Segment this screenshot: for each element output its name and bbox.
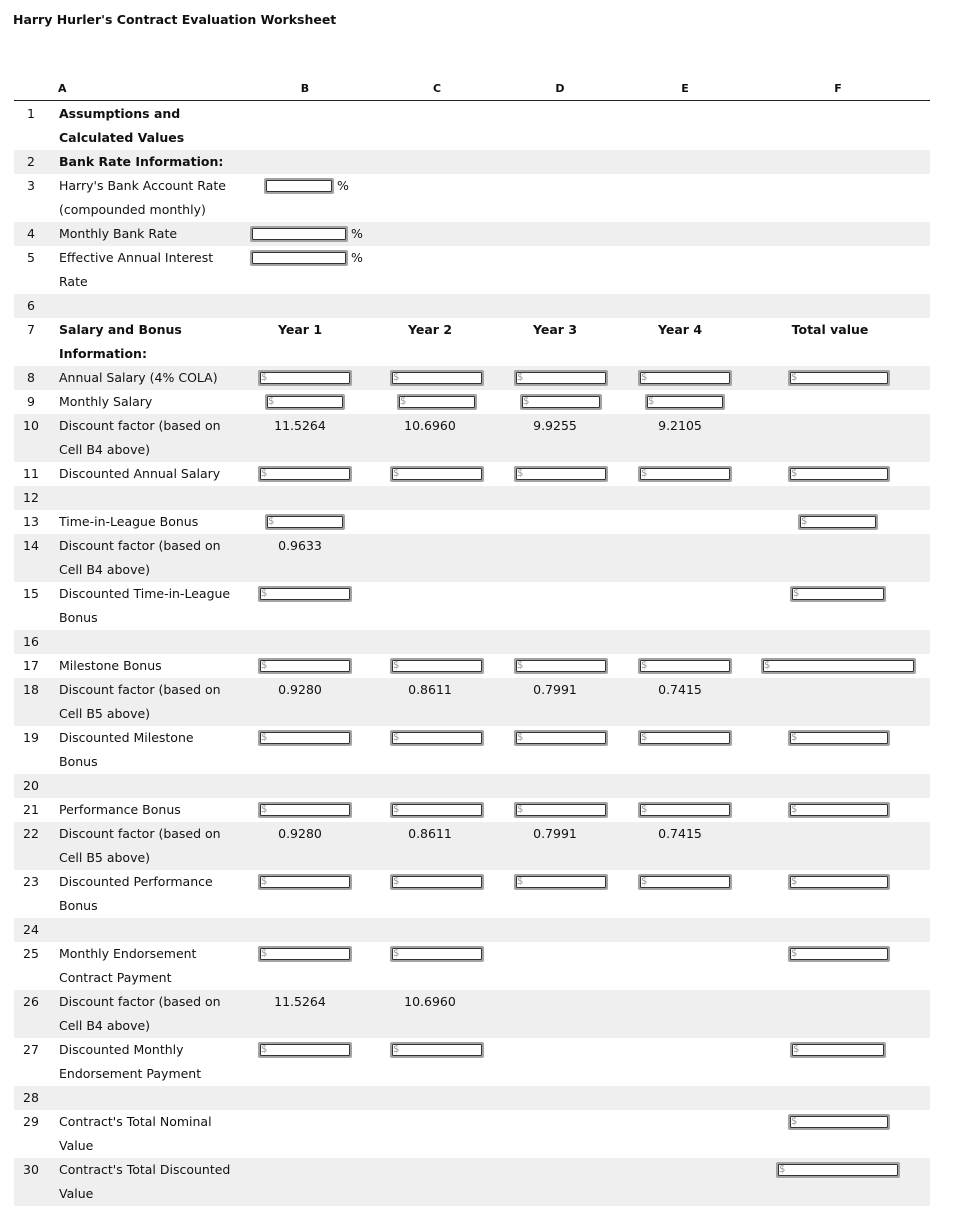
- dollar-sign-icon: $: [261, 660, 268, 671]
- dollar-sign-icon: $: [791, 1116, 798, 1127]
- dollar-sign-icon: $: [261, 732, 268, 743]
- dollar-sign-icon: $: [791, 948, 798, 959]
- sheet-row-5: [14, 246, 930, 294]
- row-label-26: [59, 990, 234, 1038]
- dollar-sign-icon: $: [393, 372, 400, 383]
- currency-input[interactable]: [258, 946, 352, 962]
- dollar-sign-icon: $: [793, 1044, 800, 1055]
- currency-input[interactable]: [390, 874, 484, 890]
- row-label-line: Cell B5 above): [59, 850, 151, 865]
- row-label-line: Value: [59, 1138, 94, 1153]
- sheet-row-23: [14, 870, 930, 918]
- discount-factor-c: 10.6960: [404, 418, 456, 433]
- currency-input[interactable]: [514, 874, 608, 890]
- discount-factor-c: 0.8611: [408, 826, 452, 841]
- row-label-line: Bonus: [59, 898, 98, 913]
- row-number: 22: [23, 826, 39, 841]
- row-label-line: Bonus: [59, 610, 98, 625]
- row-label-30: [59, 1158, 234, 1206]
- sheet-row-13: [14, 510, 930, 534]
- dollar-sign-icon: $: [393, 660, 400, 671]
- row-label-4: Monthly Bank Rate: [59, 226, 178, 241]
- dollar-sign-icon: $: [641, 660, 648, 671]
- currency-input[interactable]: [390, 946, 484, 962]
- row-label-line: Cell B4 above): [59, 442, 151, 457]
- currency-input[interactable]: [520, 394, 602, 410]
- discount-factor-c: 0.8611: [408, 682, 452, 697]
- currency-input[interactable]: [638, 658, 732, 674]
- row-label-line: Endorsement Payment: [59, 1066, 202, 1081]
- row-label-line: Effective Annual Interest: [59, 250, 214, 265]
- row-label-10: [59, 414, 234, 462]
- row-number: 11: [23, 466, 39, 481]
- row-label-line: Cell B4 above): [59, 1018, 151, 1033]
- sheet-row-21: [14, 798, 930, 822]
- row-label-line: Harry's Bank Account Rate: [59, 178, 226, 193]
- dollar-sign-icon: $: [261, 468, 268, 479]
- currency-input[interactable]: [788, 730, 890, 746]
- sheet-row-12: [14, 486, 930, 510]
- row-label-2: Bank Rate Information:: [59, 154, 224, 169]
- row-label-line: Bonus: [59, 754, 98, 769]
- row-label-line: Discounted Monthly: [59, 1042, 184, 1057]
- row-label-line: Contract's Total Nominal: [59, 1114, 212, 1129]
- sheet-row-27: [14, 1038, 930, 1086]
- row-number: 18: [23, 682, 39, 697]
- year-header-5: Total value: [791, 322, 869, 337]
- sheet-row-7: [14, 318, 930, 366]
- currency-input[interactable]: [265, 394, 345, 410]
- discount-factor-e: 0.7415: [658, 826, 702, 841]
- row-number: 4: [27, 226, 35, 241]
- column-header-d: D: [555, 82, 565, 95]
- sheet-row-4: [14, 222, 930, 246]
- currency-input[interactable]: [788, 802, 890, 818]
- row-label-line: Discounted Performance: [59, 874, 213, 889]
- dollar-sign-icon: $: [791, 468, 798, 479]
- discount-factor-b: 0.9633: [278, 538, 322, 553]
- sheet-row-30: [14, 1158, 930, 1206]
- discount-factor-e: 9.2105: [658, 418, 702, 433]
- sheet-row-9: [14, 390, 930, 414]
- dollar-sign-icon: $: [517, 660, 524, 671]
- currency-input[interactable]: [788, 874, 890, 890]
- column-header-e: E: [681, 82, 689, 95]
- currency-input[interactable]: [514, 370, 608, 386]
- row-label-3: [59, 174, 234, 222]
- row-label-1: [59, 102, 234, 150]
- currency-input[interactable]: [258, 658, 352, 674]
- row-number: 12: [23, 490, 39, 505]
- row-label-25: [59, 942, 234, 990]
- dollar-sign-icon: $: [517, 372, 524, 383]
- row-number: 27: [23, 1042, 39, 1057]
- currency-input[interactable]: [788, 946, 890, 962]
- row-number: 14: [23, 538, 39, 553]
- currency-input[interactable]: [638, 466, 732, 482]
- row-label-line: Discount factor (based on: [59, 538, 221, 553]
- header-divider: [14, 100, 930, 101]
- currency-input[interactable]: [265, 514, 345, 530]
- discount-factor-d: 0.7991: [533, 826, 577, 841]
- sheet-row-14: [14, 534, 930, 582]
- row-number: 16: [23, 634, 39, 649]
- currency-input[interactable]: [514, 730, 608, 746]
- column-header-f: F: [834, 82, 842, 95]
- sheet-row-28: [14, 1086, 930, 1110]
- currency-input[interactable]: [638, 874, 732, 890]
- dollar-sign-icon: $: [779, 1164, 786, 1175]
- currency-input[interactable]: [638, 370, 732, 386]
- discount-factor-b: 0.9280: [278, 682, 322, 697]
- currency-input[interactable]: [790, 586, 886, 602]
- dollar-sign-icon: $: [517, 876, 524, 887]
- dollar-sign-icon: $: [791, 732, 798, 743]
- sheet-row-17: [14, 654, 930, 678]
- row-label-line: Monthly Endorsement: [59, 946, 197, 961]
- row-label-7: [59, 318, 234, 366]
- discount-factor-e: 0.7415: [658, 682, 702, 697]
- percent-sign: %: [351, 250, 363, 265]
- row-number: 26: [23, 994, 39, 1009]
- dollar-sign-icon: $: [393, 1044, 400, 1055]
- currency-input[interactable]: [390, 370, 484, 386]
- dollar-sign-icon: $: [400, 396, 407, 407]
- currency-input[interactable]: [790, 1042, 886, 1058]
- currency-input[interactable]: [761, 658, 916, 674]
- row-label-9: Monthly Salary: [59, 394, 153, 409]
- row-label-line: Value: [59, 1186, 94, 1201]
- row-label-23: [59, 870, 234, 918]
- sheet-row-3: [14, 174, 930, 222]
- dollar-sign-icon: $: [641, 876, 648, 887]
- row-number: 30: [23, 1162, 39, 1177]
- column-header-c: C: [432, 82, 442, 95]
- dollar-sign-icon: $: [517, 468, 524, 479]
- sheet-row-11: [14, 462, 930, 486]
- currency-input[interactable]: [258, 730, 352, 746]
- currency-input[interactable]: [788, 466, 890, 482]
- percent-input[interactable]: [250, 250, 348, 266]
- sheet-row-18: [14, 678, 930, 726]
- row-number: 23: [23, 874, 39, 889]
- currency-input[interactable]: [397, 394, 477, 410]
- row-number: 6: [27, 298, 35, 313]
- row-label-line: Contract's Total Discounted: [59, 1162, 231, 1177]
- row-number: 9: [27, 394, 35, 409]
- column-header-a: A: [58, 82, 67, 95]
- row-label-19: [59, 726, 234, 774]
- row-label-line: Cell B5 above): [59, 706, 151, 721]
- row-label-line: Discount factor (based on: [59, 994, 221, 1009]
- percent-sign: %: [351, 226, 363, 241]
- sheet-row-15: [14, 582, 930, 630]
- row-label-22: [59, 822, 234, 870]
- sheet-row-19: [14, 726, 930, 774]
- row-label-29: [59, 1110, 234, 1158]
- dollar-sign-icon: $: [517, 804, 524, 815]
- row-label-line: Discount factor (based on: [59, 826, 221, 841]
- row-label-line: (compounded monthly): [59, 202, 206, 217]
- discount-factor-d: 9.9255: [533, 418, 577, 433]
- dollar-sign-icon: $: [261, 876, 268, 887]
- currency-input[interactable]: [514, 802, 608, 818]
- currency-input[interactable]: [258, 466, 352, 482]
- row-number: 29: [23, 1114, 39, 1129]
- row-number: 19: [23, 730, 39, 745]
- discount-factor-b: 11.5264: [274, 994, 326, 1009]
- row-label-21: Performance Bonus: [59, 802, 181, 817]
- row-number: 5: [27, 250, 35, 265]
- row-number: 2: [27, 154, 35, 169]
- dollar-sign-icon: $: [393, 804, 400, 815]
- currency-input[interactable]: [258, 370, 352, 386]
- row-label-line: Rate: [59, 274, 88, 289]
- dollar-sign-icon: $: [261, 1044, 268, 1055]
- dollar-sign-icon: $: [764, 660, 771, 671]
- row-label-15: [59, 582, 234, 630]
- dollar-sign-icon: $: [261, 588, 268, 599]
- row-label-line: Information:: [59, 346, 147, 361]
- row-number: 10: [23, 418, 39, 433]
- sheet-row-16: [14, 630, 930, 654]
- dollar-sign-icon: $: [641, 732, 648, 743]
- currency-input[interactable]: [390, 802, 484, 818]
- sheet-row-8: [14, 366, 930, 390]
- dollar-sign-icon: $: [261, 948, 268, 959]
- dollar-sign-icon: $: [393, 468, 400, 479]
- dollar-sign-icon: $: [801, 516, 808, 527]
- sheet-row-22: [14, 822, 930, 870]
- dollar-sign-icon: $: [791, 804, 798, 815]
- sheet-row-2: [14, 150, 930, 174]
- dollar-sign-icon: $: [641, 468, 648, 479]
- row-label-8: Annual Salary (4% COLA): [59, 370, 218, 385]
- row-number: 24: [23, 922, 39, 937]
- discount-factor-b: 11.5264: [274, 418, 326, 433]
- year-header-1: Year 1: [277, 322, 323, 337]
- currency-input[interactable]: [645, 394, 725, 410]
- currency-input[interactable]: [514, 466, 608, 482]
- row-label-line: Salary and Bonus: [59, 322, 182, 337]
- currency-input[interactable]: [638, 730, 732, 746]
- row-number: 8: [27, 370, 35, 385]
- dollar-sign-icon: $: [648, 396, 655, 407]
- currency-input[interactable]: [258, 874, 352, 890]
- row-label-27: [59, 1038, 234, 1086]
- sheet-row-25: [14, 942, 930, 990]
- sheet-row-29: [14, 1110, 930, 1158]
- currency-input[interactable]: [258, 586, 352, 602]
- dollar-sign-icon: $: [641, 372, 648, 383]
- currency-input[interactable]: [390, 658, 484, 674]
- row-label-11: Discounted Annual Salary: [59, 466, 221, 481]
- dollar-sign-icon: $: [393, 948, 400, 959]
- row-label-line: Discounted Time-in-League: [59, 586, 231, 601]
- year-header-3: Year 3: [532, 322, 578, 337]
- row-label-line: Assumptions and: [59, 106, 181, 121]
- discount-factor-d: 0.7991: [533, 682, 577, 697]
- currency-input[interactable]: [390, 466, 484, 482]
- row-label-18: [59, 678, 234, 726]
- row-label-line: Contract Payment: [59, 970, 172, 985]
- currency-input[interactable]: [776, 1162, 900, 1178]
- dollar-sign-icon: $: [641, 804, 648, 815]
- currency-input[interactable]: [638, 802, 732, 818]
- dollar-sign-icon: $: [517, 732, 524, 743]
- percent-input[interactable]: [250, 226, 348, 242]
- dollar-sign-icon: $: [523, 396, 530, 407]
- dollar-sign-icon: $: [793, 588, 800, 599]
- currency-input[interactable]: [258, 802, 352, 818]
- worksheet-title: Harry Hurler's Contract Evaluation Worksheet: [13, 12, 337, 27]
- row-label-line: Cell B4 above): [59, 562, 151, 577]
- dollar-sign-icon: $: [268, 516, 275, 527]
- year-header-4: Year 4: [657, 322, 703, 337]
- year-header-2: Year 2: [407, 322, 453, 337]
- row-number: 7: [27, 322, 35, 337]
- sheet-row-10: [14, 414, 930, 462]
- row-number: 1: [27, 106, 35, 121]
- currency-input[interactable]: [514, 658, 608, 674]
- dollar-sign-icon: $: [261, 804, 268, 815]
- row-label-line: Calculated Values: [59, 130, 185, 145]
- row-number: 13: [23, 514, 39, 529]
- row-label-5: [59, 246, 234, 294]
- dollar-sign-icon: $: [393, 876, 400, 887]
- sheet-row-26: [14, 990, 930, 1038]
- row-label-line: Discount factor (based on: [59, 682, 221, 697]
- row-label-17: Milestone Bonus: [59, 658, 162, 673]
- row-number: 21: [23, 802, 39, 817]
- percent-sign: %: [337, 178, 349, 193]
- row-number: 3: [27, 178, 35, 193]
- row-number: 17: [23, 658, 39, 673]
- sheet-row-24: [14, 918, 930, 942]
- currency-input[interactable]: [788, 370, 890, 386]
- currency-input[interactable]: [390, 1042, 484, 1058]
- dollar-sign-icon: $: [268, 396, 275, 407]
- row-number: 15: [23, 586, 39, 601]
- row-number: 20: [23, 778, 39, 793]
- sheet-row-20: [14, 774, 930, 798]
- column-header-b: B: [300, 82, 310, 95]
- dollar-sign-icon: $: [791, 372, 798, 383]
- row-label-line: Discounted Milestone: [59, 730, 194, 745]
- row-label-13: Time-in-League Bonus: [59, 514, 199, 529]
- currency-input[interactable]: [258, 1042, 352, 1058]
- dollar-sign-icon: $: [791, 876, 798, 887]
- percent-input[interactable]: [264, 178, 334, 194]
- currency-input[interactable]: [788, 1114, 890, 1130]
- row-number: 28: [23, 1090, 39, 1105]
- dollar-sign-icon: $: [261, 372, 268, 383]
- currency-input[interactable]: [390, 730, 484, 746]
- discount-factor-b: 0.9280: [278, 826, 322, 841]
- dollar-sign-icon: $: [393, 732, 400, 743]
- currency-input[interactable]: [798, 514, 878, 530]
- row-label-line: Discount factor (based on: [59, 418, 221, 433]
- sheet-row-1: [14, 102, 930, 150]
- row-label-14: [59, 534, 234, 582]
- discount-factor-c: 10.6960: [404, 994, 456, 1009]
- row-number: 25: [23, 946, 39, 961]
- sheet-row-6: [14, 294, 930, 318]
